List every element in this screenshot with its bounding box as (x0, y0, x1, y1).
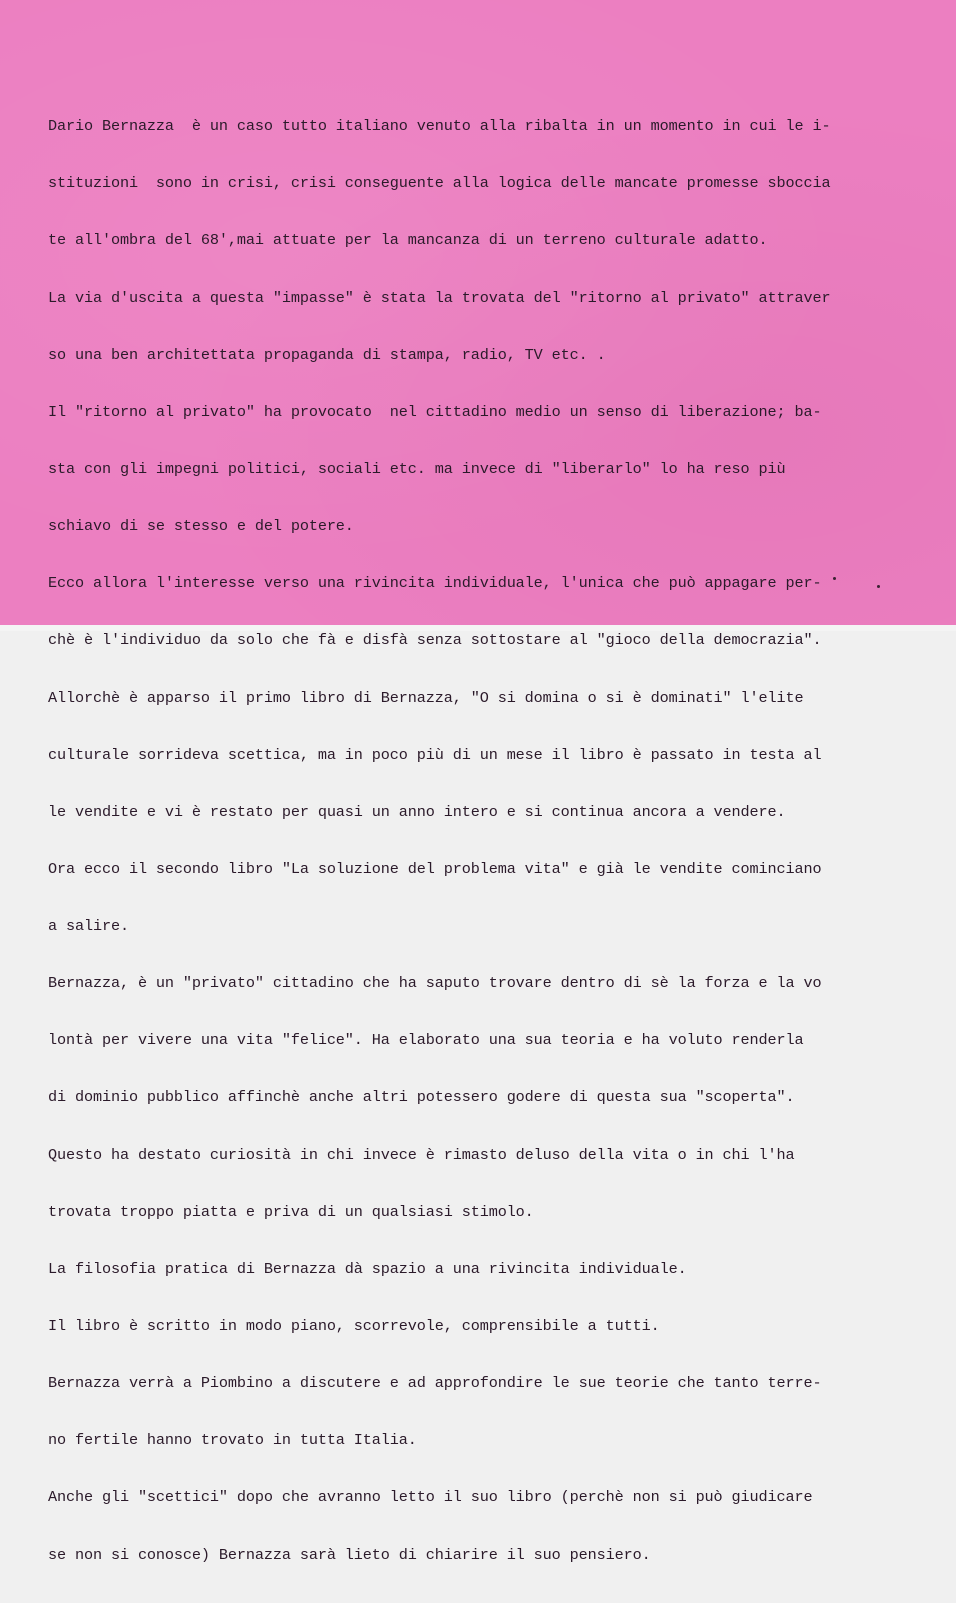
text-line: La via d'uscita a questa "impasse" è stata la trovata del "ritorno al privato" attraver (48, 288, 831, 307)
text-line: Bernazza verrà a Piombino a discutere e ad approfondire le sue teorie che tanto terre- (48, 1374, 822, 1393)
text-line: so una ben architettata propaganda di stampa, radio, TV etc. . (48, 345, 606, 364)
text-line: a salire. (48, 917, 129, 936)
text-line: di dominio pubblico affinchè anche altri potessero godere di questa sua "scoperta". (48, 1088, 795, 1107)
text-line: Dario Bernazza è un caso tutto italiano venuto alla ribalta in un momento in cui le i- (48, 117, 831, 136)
text-line: se non si conosce) Bernazza sarà lieto di chiarire il suo pensiero. (48, 1545, 651, 1564)
text-line: Ecco allora l'interesse verso una rivincita individuale, l'unica che può appagare per- (48, 574, 822, 593)
text-line: Anche gli "scettici" dopo che avranno letto il suo libro (perchè non si può giudicare (48, 1488, 813, 1507)
text-line: sta con gli impegni politici, sociali etc. ma invece di "liberarlo" lo ha reso più (48, 459, 786, 478)
text-line: Il libro è scritto in modo piano, scorrevole, comprensibile a tutti. (48, 1317, 660, 1336)
scan-margin (0, 625, 956, 631)
ink-speck (877, 585, 880, 588)
ink-speck (833, 577, 836, 580)
text-line: no fertile hanno trovato in tutta Italia. (48, 1431, 417, 1450)
text-line: lontà per vivere una vita "felice". Ha elaborato una sua teoria e ha voluto renderla (48, 1031, 804, 1050)
text-line: le vendite e vi è restato per quasi un anno intero e si continua ancora a vendere. (48, 802, 786, 821)
text-line: stituzioni sono in crisi, crisi conseguente alla logica delle mancate promesse sboccia (48, 174, 831, 193)
text-line: te all'ombra del 68',mai attuate per la mancanza di un terreno culturale adatto. (48, 231, 768, 250)
text-line: trovata troppo piatta e priva di un qualsiasi stimolo. (48, 1202, 534, 1221)
text-line: culturale sorrideva scettica, ma in poco più di un mese il libro è passato in testa al (48, 745, 822, 764)
text-line: schiavo di se stesso e del potere. (48, 517, 354, 536)
text-line: chè è l'individuo da solo che fà e disfà senza sottostare al "gioco della democrazia". (48, 631, 822, 650)
text-line: Bernazza, è un "privato" cittadino che ha saputo trovare dentro di sè la forza e la vo (48, 974, 822, 993)
text-line: La filosofia pratica di Bernazza dà spazio a una rivincita individuale. (48, 1259, 687, 1278)
text-line: Il "ritorno al privato" ha provocato nel cittadino medio un senso di liberazione; ba- (48, 402, 822, 421)
text-line: Allorchè è apparso il primo libro di Bernazza, "O si domina o si è dominati" l'elite (48, 688, 804, 707)
text-line: Questo ha destato curiosità in chi invece è rimasto deluso della vita o in chi l'ha (48, 1145, 795, 1164)
typewritten-article (48, 79, 928, 1603)
text-line: Ora ecco il secondo libro "La soluzione del problema vita" e già le vendite cominciano (48, 859, 822, 878)
